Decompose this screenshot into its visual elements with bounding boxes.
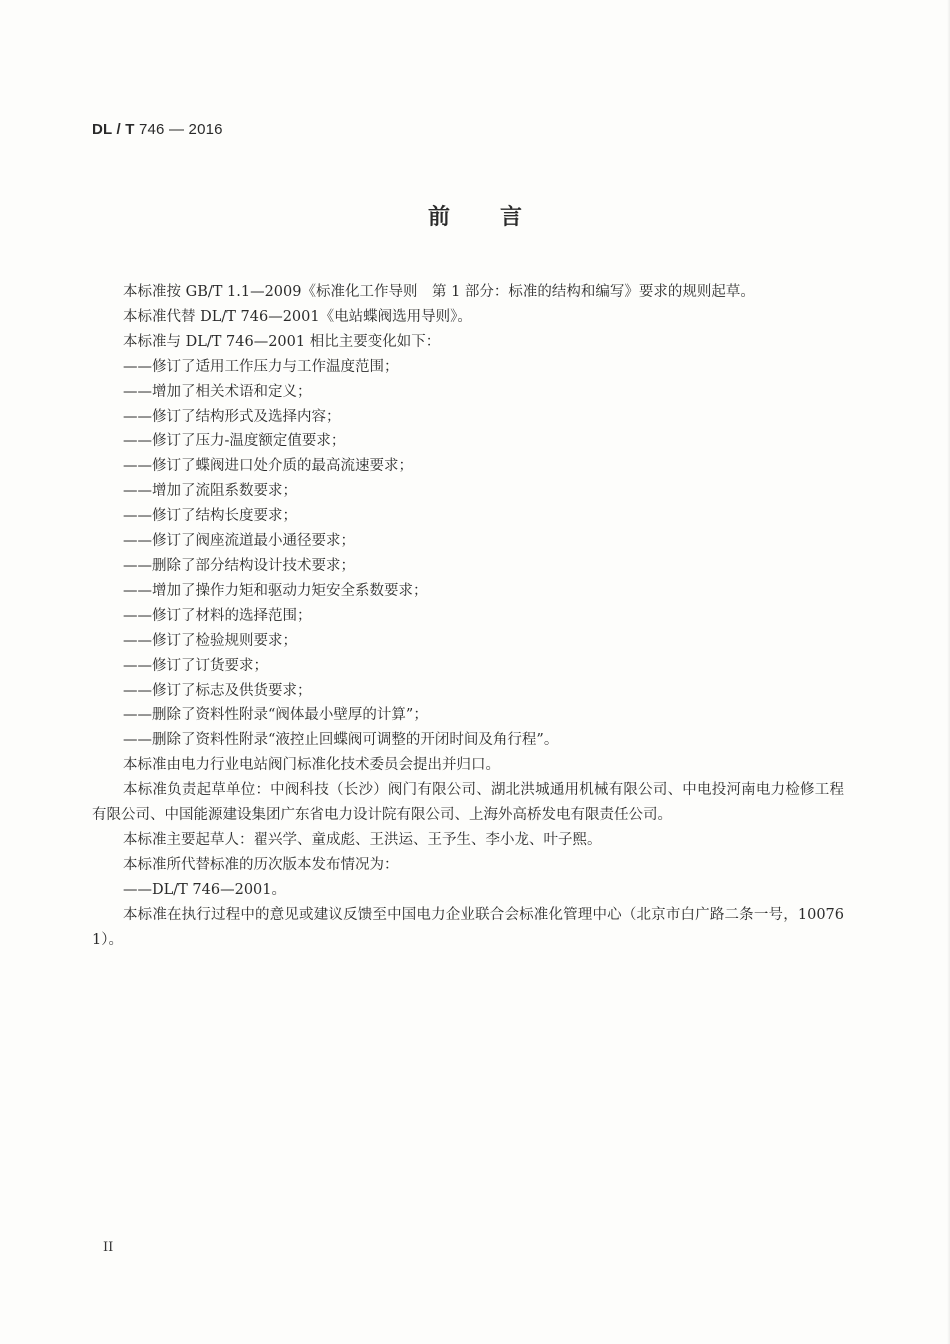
change-item: ——增加了操作力矩和驱动力矩安全系数要求； — [123, 582, 428, 599]
change-item: ——修订了材料的选择范围； — [123, 607, 312, 624]
paragraph-drafting-rules: 本标准按 GB/T 1.1—2009《标准化工作导则 第 1 部分：标准的结构和编写》要求的规则起草。 — [123, 284, 755, 300]
paragraph-replaces: 本标准代替 DL/T 746—2001《电站蝶阀选用导则》。 — [123, 308, 472, 325]
change-item: ——修订了蝶阀进口处介质的最高流速要求； — [123, 458, 413, 475]
change-item: ——修订了标志及供货要求； — [123, 682, 312, 699]
change-item: ——修订了订货要求； — [123, 657, 268, 674]
paragraph-drafting-units: 本标准负责起草单位：中阀科技（长沙）阀门有限公司、湖北洪城通用机械有限公司、中电投河南电力检修工程有限公司、中国能源建设集团广东省电力设计院有限公司、上海外高桥发电有限责任公司。 — [92, 782, 844, 824]
page-title: 前言 — [427, 204, 572, 230]
change-item: ——修订了结构长度要求； — [123, 508, 297, 525]
change-item: ——修订了检验规则要求； — [123, 632, 297, 649]
change-item: ——删除了资料性附录“阀体最小壁厚的计算”； — [123, 707, 428, 724]
paragraph-previous-editions: 本标准所代替标准的历次版本发布情况为： — [123, 856, 399, 873]
change-item: ——修订了适用工作压力与工作温度范围； — [123, 358, 399, 375]
paragraph-changes-intro: 本标准与 DL/T 746—2001 相比主要变化如下： — [123, 333, 441, 350]
change-item: ——增加了流阻系数要求； — [123, 483, 297, 500]
previous-edition-item: ——DL/T 746—2001。 — [123, 881, 286, 898]
change-item: ——删除了部分结构设计技术要求； — [123, 557, 355, 574]
document-number-value: 746 — 2016 — [134, 121, 223, 138]
change-item: ——增加了相关术语和定义； — [123, 383, 312, 400]
change-item: ——修订了结构形式及选择内容； — [123, 408, 341, 425]
change-item: ——修订了压力-温度额定值要求； — [123, 433, 346, 450]
document-number-prefix: DL / T — [92, 121, 135, 138]
paragraph-feedback: 本标准在执行过程中的意见或建议反馈至中国电力企业联合会标准化管理中心（北京市白广路二条一号，100761）。 — [92, 906, 844, 948]
paragraph-proposer: 本标准由电力行业电站阀门标准化技术委员会提出并归口。 — [123, 757, 500, 774]
paragraph-drafters: 本标准主要起草人：翟兴学、童成彪、王洪运、王予生、李小龙、叶子熙。 — [123, 831, 602, 848]
page-number: II — [103, 1240, 114, 1255]
foreword-body — [92, 280, 844, 952]
change-item: ——删除了资料性附录“液控止回蝶阀可调整的开闭时间及角行程”。 — [123, 732, 559, 749]
change-item: ——修订了阀座流道最小通径要求； — [123, 533, 355, 550]
document-number — [92, 121, 223, 138]
